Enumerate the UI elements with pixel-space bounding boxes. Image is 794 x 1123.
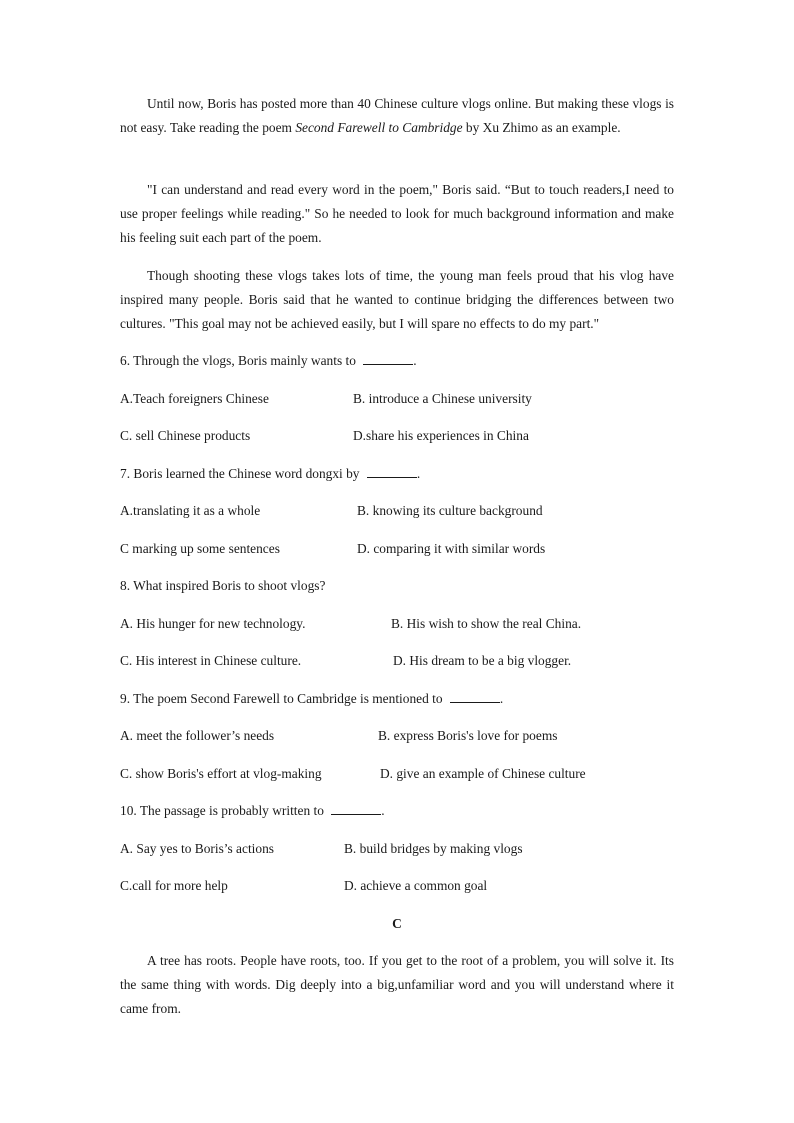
question-10: 10. The passage is probably written to . [120, 803, 385, 818]
question-7-option-c: C marking up some sentences [120, 541, 280, 556]
answer-blank [450, 691, 500, 703]
question-8-option-a: A. His hunger for new technology. [120, 616, 306, 631]
question-6: 6. Through the vlogs, Boris mainly wants to . [120, 353, 417, 368]
question-10-stem: 10. The passage is probably written to [120, 803, 328, 818]
question-6-option-b: B. introduce a Chinese university [353, 391, 532, 406]
question-7-option-a: A.translating it as a whole [120, 503, 261, 518]
paragraph-1-text-a: Until now, Boris has posted more than 40 Chinese culture vlogs online. But making these vlogs is not easy. Take reading the poem [120, 96, 674, 136]
question-9-stem: 9. The poem Second Farewell to Cambridge is mentioned to [120, 691, 446, 706]
question-9-option-b: B. express Boris's love for poems [378, 728, 558, 743]
question-6-stem: 6. Through the vlogs, Boris mainly wants to [120, 353, 360, 368]
question-9: 9. The poem Second Farewell to Cambridge is mentioned to . [120, 691, 504, 706]
question-7-option-b: B. knowing its culture background [357, 503, 543, 518]
question-8-stem: 8. What inspired Boris to shoot vlogs? [120, 578, 326, 593]
section-c-paragraph [120, 949, 674, 1022]
question-7-option-d: D. comparing it with similar words [357, 541, 546, 556]
question-9-option-c: C. show Boris's effort at vlog-making [120, 766, 322, 781]
question-8-option-d: D. His dream to be a big vlogger. [393, 653, 572, 668]
paragraph-3 [120, 264, 674, 337]
question-8 [120, 577, 325, 595]
paragraph-1-text-b: by Xu Zhimo as an example. [462, 120, 621, 136]
question-8-option-b: B. His wish to show the real China. [391, 616, 582, 631]
paragraph-2 [120, 178, 674, 251]
question-10-option-c: C.call for more help [120, 878, 228, 893]
question-7-stem: 7. Boris learned the Chinese word dongxi by [120, 466, 363, 481]
section-c-text: A tree has roots. People have roots, too. If you get to the root of a problem, you will solve it. Its the same thing with words. Dig deeply into a big,unfamiliar word and you will understand where it came from. [120, 953, 674, 1017]
answer-blank [363, 353, 413, 365]
question-10-option-d: D. achieve a common goal [344, 878, 488, 893]
poem-title: Second Farewell to Cambridge [295, 120, 463, 136]
section-heading: C [392, 916, 402, 931]
paragraph-3-text: Though shooting these vlogs takes lots of time, the young man feels proud that his vlog have inspired many people. Boris said that he wanted to continue bridging the differences between two cultures. "This goal may not be achieved easily, but I will spare no effects to do my part." [120, 268, 674, 332]
answer-blank [367, 466, 417, 478]
question-9-option-a: A. meet the follower’s needs [120, 728, 275, 743]
question-6-option-c: C. sell Chinese products [120, 428, 251, 443]
answer-blank [331, 803, 381, 815]
question-6-option-d: D.share his experiences in China [353, 428, 529, 443]
paragraph-2-text: "I can understand and read every word in the poem," Boris said. “But to touch readers,I need to use proper feelings while reading." So he needed to look for much background information and make his feeling suit each part of the poem. [120, 182, 674, 246]
question-9-option-d: D. give an example of Chinese culture [380, 766, 586, 781]
paragraph-1 [120, 92, 674, 140]
question-8-option-c: C. His interest in Chinese culture. [120, 653, 302, 668]
question-10-option-a: A. Say yes to Boris’s actions [120, 841, 274, 856]
question-7: 7. Boris learned the Chinese word dongxi by . [120, 466, 421, 481]
question-6-option-a: A.Teach foreigners Chinese [120, 391, 269, 406]
question-10-option-b: B. build bridges by making vlogs [344, 841, 523, 856]
